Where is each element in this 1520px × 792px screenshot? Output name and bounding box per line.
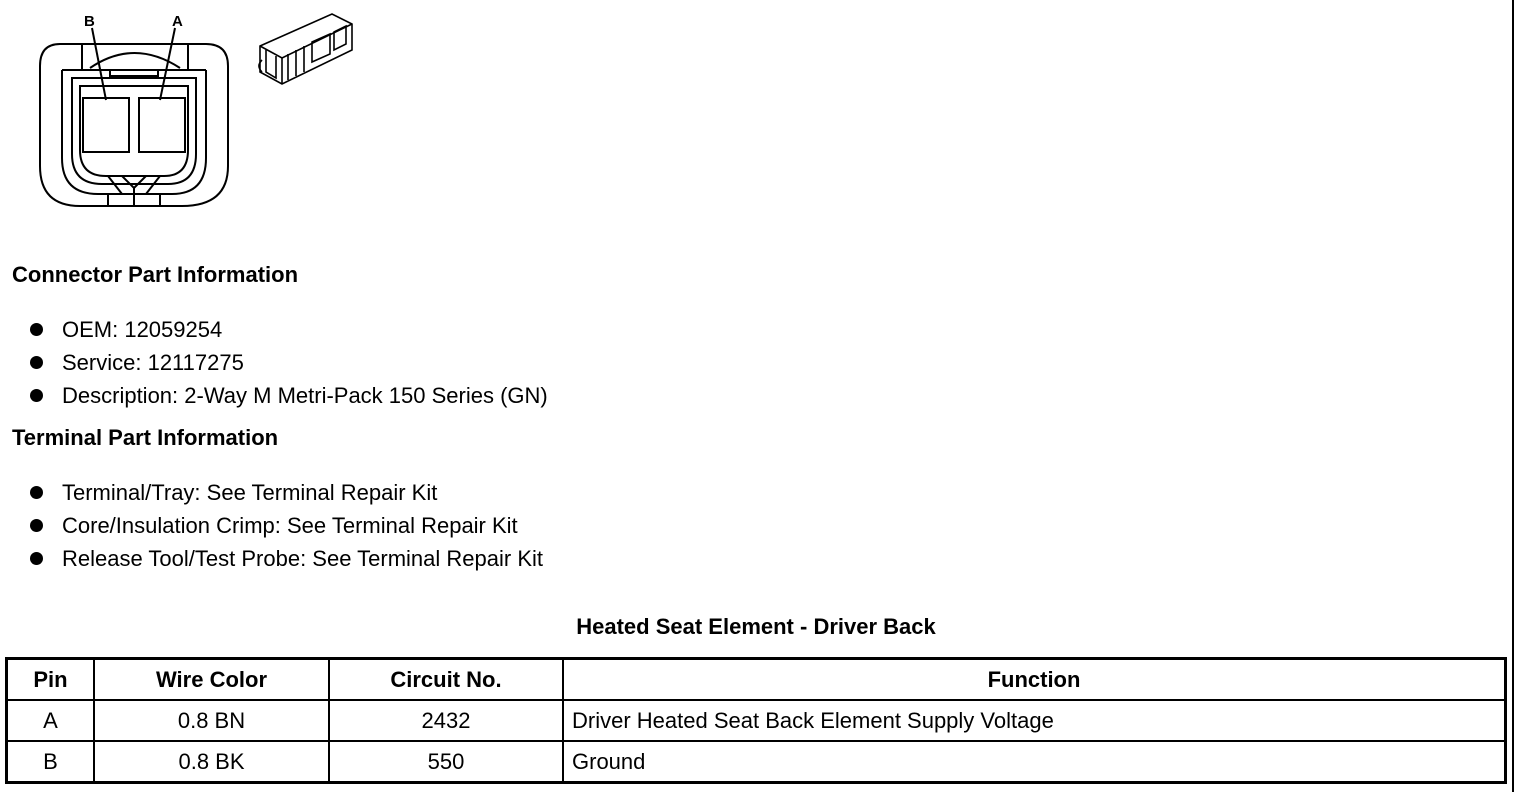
bullet-icon (30, 323, 43, 336)
list-item: Core/Insulation Crimp: See Terminal Repair Kit (30, 509, 543, 542)
bullet-icon (30, 486, 43, 499)
list-item: Service: 12117275 (30, 346, 548, 379)
cell-wire-color: 0.8 BK (94, 741, 329, 783)
terminal-part-heading: Terminal Part Information (12, 425, 279, 450)
cell-circuit-no: 550 (329, 741, 563, 783)
connector-face-diagram (30, 8, 370, 218)
terminal-part-list (30, 476, 543, 575)
table-header-row (7, 659, 1506, 701)
bullet-icon (30, 389, 43, 402)
pin-a-callout: A (172, 13, 183, 30)
table-title: Heated Seat Element - Driver Back (576, 614, 936, 639)
table-row (7, 741, 1506, 783)
page-right-border (1512, 0, 1514, 792)
list-item: OEM: 12059254 (30, 313, 548, 346)
cell-circuit-no: 2432 (329, 700, 563, 741)
bullet-icon (30, 356, 43, 369)
pin-b-callout: B (84, 13, 95, 30)
list-item: Description: 2-Way M Metri-Pack 150 Series (GN) (30, 379, 548, 412)
table-row (7, 700, 1506, 741)
cell-wire-color: 0.8 BN (94, 700, 329, 741)
pinout-table (5, 657, 1507, 784)
connector-part-heading: Connector Part Information (12, 262, 299, 287)
cell-pin: B (7, 741, 95, 783)
bullet-icon (30, 552, 43, 565)
header-function: Function (563, 659, 1506, 701)
header-pin: Pin (7, 659, 95, 701)
list-item: Release Tool/Test Probe: See Terminal Repair Kit (30, 542, 543, 575)
cell-pin: A (7, 700, 95, 741)
cell-function: Driver Heated Seat Back Element Supply Voltage (563, 700, 1506, 741)
connector-part-list (30, 313, 548, 412)
bullet-icon (30, 519, 43, 532)
header-circuit-no: Circuit No. (329, 659, 563, 701)
list-item: Terminal/Tray: See Terminal Repair Kit (30, 476, 543, 509)
header-wire-color: Wire Color (94, 659, 329, 701)
cell-function: Ground (563, 741, 1506, 783)
